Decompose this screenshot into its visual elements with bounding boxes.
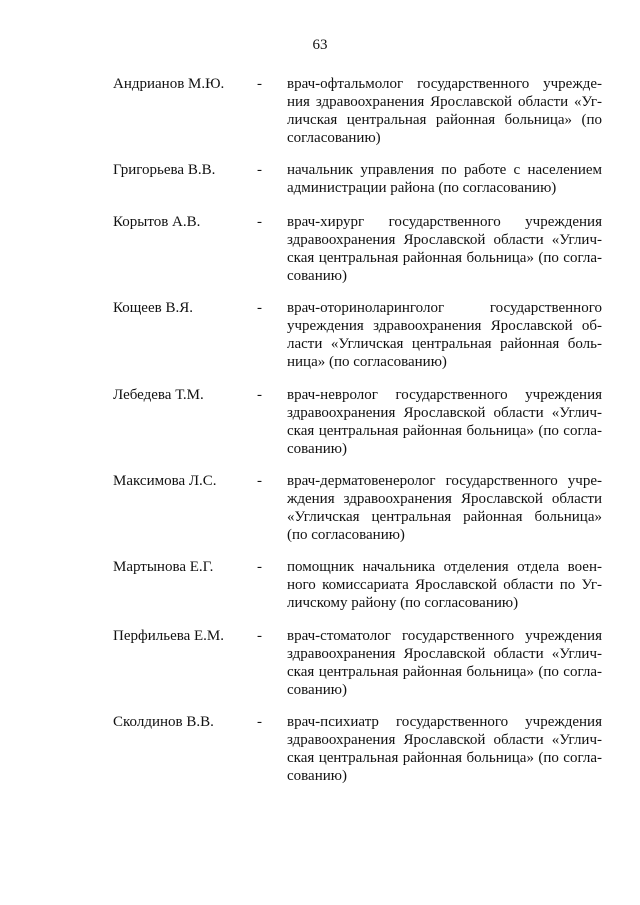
position-line: учреждения здравоохранения Ярославской об-	[287, 318, 602, 334]
position-line: ская центральная районная больница» (по согла-	[287, 664, 602, 680]
position-line: сованию)	[287, 682, 347, 698]
position-line: врач-невролог государственного учреждения	[287, 387, 602, 403]
committee-member-entry	[0, 472, 640, 552]
entry-dash: -	[257, 473, 262, 489]
position-line: ская центральная районная больница» (по согла-	[287, 250, 602, 266]
committee-member-entry	[0, 558, 640, 638]
position-line: врач-стоматолог государственного учреждения	[287, 628, 602, 644]
member-position	[287, 558, 602, 612]
committee-member-entry	[0, 75, 640, 155]
committee-member-entry	[0, 713, 640, 793]
member-position	[287, 472, 602, 544]
member-name: Лебедева Т.М.	[113, 387, 204, 403]
entry-dash: -	[257, 162, 262, 178]
committee-member-entry	[0, 213, 640, 293]
member-position	[287, 627, 602, 699]
member-name: Кощеев В.Я.	[113, 300, 193, 316]
position-line: согласованию)	[287, 130, 381, 146]
committee-member-entry	[0, 627, 640, 707]
member-position	[287, 386, 602, 458]
member-position	[287, 75, 602, 147]
member-position	[287, 299, 602, 371]
entry-dash: -	[257, 214, 262, 230]
position-line: сованию)	[287, 441, 347, 457]
member-name: Корытов А.В.	[113, 214, 201, 230]
position-line: личская центральная районная больница» (по	[287, 112, 602, 128]
position-line: ница» (по согласованию)	[287, 354, 447, 370]
member-position	[287, 213, 602, 285]
position-line: личскому району (по согласованию)	[287, 595, 519, 611]
position-line: врач-хирург государственного учреждения	[287, 214, 602, 230]
position-line: врач-офтальмолог государственного учрежде-	[287, 76, 602, 92]
position-line: ждения здравоохранения Ярославской области	[287, 491, 602, 507]
position-line: здравоохранения Ярославской области «Углич-	[287, 405, 602, 421]
member-name: Перфильева Е.М.	[113, 628, 225, 644]
member-name: Андрианов М.Ю.	[113, 76, 225, 92]
position-line: здравоохранения Ярославской области «Углич-	[287, 232, 602, 248]
entry-dash: -	[257, 76, 262, 92]
entry-dash: -	[257, 300, 262, 316]
position-line: врач-психиатр государственного учреждения	[287, 714, 602, 730]
position-line: администрации района (по согласованию)	[287, 180, 557, 196]
position-line: (по согласованию)	[287, 527, 405, 543]
position-line: сованию)	[287, 268, 347, 284]
member-name: Максимова Л.С.	[113, 473, 217, 489]
position-line: помощник начальника отделения отдела воен-	[287, 559, 602, 575]
position-line: ласти «Угличская центральная районная боль-	[287, 336, 602, 352]
entry-dash: -	[257, 559, 262, 575]
position-line: начальник управления по работе с населением	[287, 162, 602, 178]
position-line: сованию)	[287, 768, 347, 784]
position-line: ния здравоохранения Ярославской области «Уг-	[287, 94, 602, 110]
member-name: Сколдинов В.В.	[113, 714, 214, 730]
member-name: Мартынова Е.Г.	[113, 559, 214, 575]
position-line: ская центральная районная больница» (по согла-	[287, 750, 602, 766]
member-position	[287, 713, 602, 785]
position-line: ного комиссариата Ярославской области по Уг-	[287, 577, 602, 593]
entry-dash: -	[257, 387, 262, 403]
position-line: здравоохранения Ярославской области «Углич-	[287, 646, 602, 662]
position-line: здравоохранения Ярославской области «Углич-	[287, 732, 602, 748]
position-line: ская центральная районная больница» (по согла-	[287, 423, 602, 439]
committee-member-entry	[0, 386, 640, 466]
page-number: 63	[312, 37, 328, 53]
committee-member-entry	[0, 299, 640, 379]
position-line: врач-оториноларинголог государственного	[287, 300, 602, 316]
entry-dash: -	[257, 714, 262, 730]
member-position	[287, 161, 602, 197]
entry-dash: -	[257, 628, 262, 644]
position-line: «Угличская центральная районная больница»	[287, 509, 602, 525]
position-line: врач-дерматовенеролог государственного учре-	[287, 473, 602, 489]
member-name: Григорьева В.В.	[113, 162, 216, 178]
